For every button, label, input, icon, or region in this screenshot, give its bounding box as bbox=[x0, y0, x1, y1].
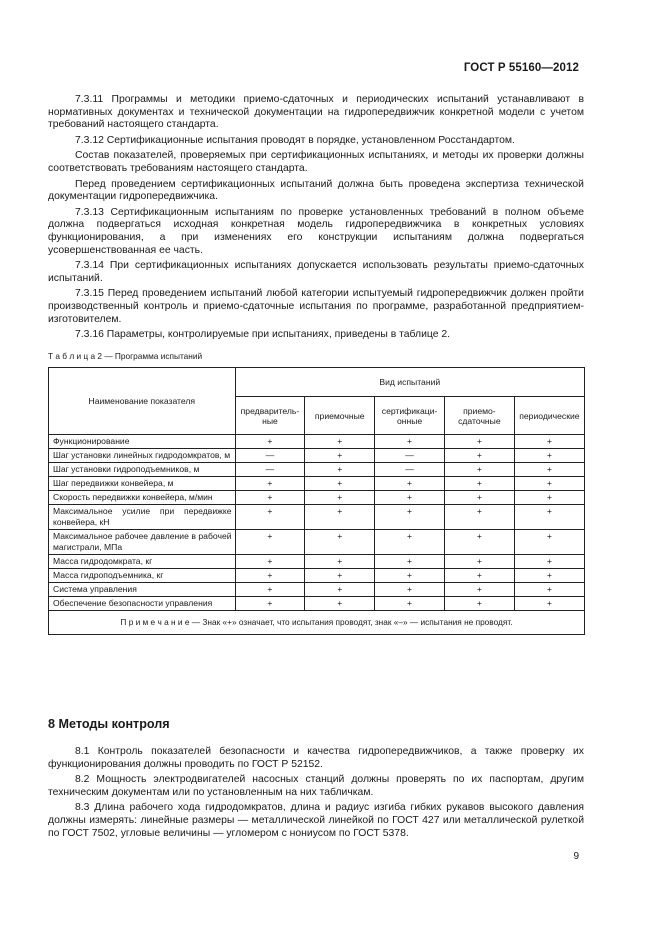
test-value-cell: + bbox=[444, 435, 514, 449]
test-value-cell: + bbox=[305, 597, 375, 611]
test-value-cell: + bbox=[305, 569, 375, 583]
column-header: приемо-сдаточные bbox=[444, 397, 514, 435]
test-value-cell: + bbox=[375, 530, 445, 555]
indicator-name-cell: Обеспечение безопасности управления bbox=[49, 597, 236, 611]
paragraph: 7.3.13 Сертификационным испытаниям по проверке установленных требований в полном объеме должна подвергаться исходная конкретная модель гидропередвижчика в конкретных условиях функционирования, а при изменениях его конструкции испытаниям должна подвергаться усовершенствованная ее часть. bbox=[48, 206, 584, 256]
test-value-cell: + bbox=[514, 463, 584, 477]
table-row bbox=[49, 491, 585, 505]
section-title: 8 Методы контроля bbox=[48, 717, 170, 731]
indicator-name-cell: Шаг установки линейных гидродомкратов, м bbox=[49, 449, 236, 463]
paragraph: Перед проведением сертификационных испытаний должна быть проведена экспертиза технической документации гидропередвижчика. bbox=[48, 178, 584, 203]
test-value-cell: — bbox=[235, 449, 305, 463]
table-row bbox=[49, 477, 585, 491]
test-value-cell: + bbox=[444, 555, 514, 569]
test-value-cell: + bbox=[305, 435, 375, 449]
test-value-cell: + bbox=[375, 555, 445, 569]
test-value-cell: + bbox=[235, 555, 305, 569]
test-value-cell: + bbox=[375, 569, 445, 583]
table-row bbox=[49, 569, 585, 583]
paragraph: 7.3.12 Сертификационные испытания проводят в порядке, установленном Росстандартом. bbox=[75, 134, 515, 146]
paragraph: 7.3.11 Программы и методики приемо-сдаточных и периодических испытаний устанавливают в нормативных документах и технической документации на гидропередвижчик конкретной модели с учетом требований настоящего стандарта. bbox=[48, 94, 584, 131]
test-value-cell: + bbox=[514, 569, 584, 583]
test-value-cell: + bbox=[444, 583, 514, 597]
test-value-cell: + bbox=[375, 435, 445, 449]
test-value-cell: + bbox=[514, 555, 584, 569]
table-row bbox=[49, 583, 585, 597]
test-value-cell: + bbox=[444, 463, 514, 477]
test-value-cell: + bbox=[305, 449, 375, 463]
indicator-name-cell: Масса гидроподъемника, кг bbox=[49, 569, 236, 583]
paragraph: 8.1 Контроль показателей безопасности и качества гидропередвижчиков, а также проверку их функционирования должны проводить по ГОСТ Р 52152. bbox=[48, 746, 584, 770]
test-value-cell: + bbox=[235, 435, 305, 449]
test-value-cell: + bbox=[444, 530, 514, 555]
table-row bbox=[49, 449, 585, 463]
test-value-cell: — bbox=[235, 463, 305, 477]
table-note: П р и м е ч а н и е — Знак «+» означает, что испытания проводят, знак «–» — испытания не проводят. bbox=[49, 611, 585, 635]
column-header: сертификаци-онные bbox=[375, 397, 445, 435]
test-value-cell: + bbox=[375, 505, 445, 530]
indicator-name-cell: Максимальное рабочее давление в рабочей магистрали, МПа bbox=[49, 530, 236, 555]
test-value-cell: + bbox=[444, 597, 514, 611]
test-value-cell: — bbox=[375, 449, 445, 463]
test-value-cell: + bbox=[444, 505, 514, 530]
paragraph: 8.2 Мощность электродвигателей насосных станций должны проверять по их паспортам, другим техническим документам или по установленным на них табличкам. bbox=[48, 774, 584, 798]
section-8-text bbox=[48, 746, 584, 843]
table-row bbox=[49, 555, 585, 569]
test-value-cell: + bbox=[375, 477, 445, 491]
column-header-indicator: Наименование показателя bbox=[49, 368, 236, 435]
test-value-cell: + bbox=[514, 435, 584, 449]
test-value-cell: — bbox=[375, 463, 445, 477]
test-value-cell: + bbox=[514, 477, 584, 491]
test-value-cell: + bbox=[514, 583, 584, 597]
table-row bbox=[49, 435, 585, 449]
paragraph: 7.3.15 Перед проведением испытаний любой категории испытуемый гидропередвижчик должен пройти производственный контроль и приемо-сдаточные испытания по программе, разработанной предприятием-изготовителем. bbox=[48, 288, 584, 325]
test-value-cell: + bbox=[305, 463, 375, 477]
paragraph: 7.3.16 Параметры, контролируемые при испытаниях, приведены в таблице 2. bbox=[75, 329, 451, 341]
test-value-cell: + bbox=[235, 583, 305, 597]
indicator-name-cell: Шаг передвижки конвейера, м bbox=[49, 477, 236, 491]
test-value-cell: + bbox=[375, 583, 445, 597]
paragraph: Состав показателей, проверяемых при сертификационных испытаниях, и методы их проверки должны соответствовать требованиям настоящего стандарта. bbox=[48, 150, 584, 174]
table-row bbox=[49, 530, 585, 555]
table-row bbox=[49, 463, 585, 477]
paragraph: 7.3.14 При сертификационных испытаниях допускается использовать результаты приемо-сдаточных испытаний. bbox=[48, 260, 584, 284]
test-value-cell: + bbox=[444, 491, 514, 505]
indicator-name-cell: Скорость передвижки конвейера, м/мин bbox=[49, 491, 236, 505]
test-value-cell: + bbox=[305, 530, 375, 555]
indicator-name-cell: Шаг установки гидроподъемников, м bbox=[49, 463, 236, 477]
test-value-cell: + bbox=[444, 449, 514, 463]
test-value-cell: + bbox=[305, 555, 375, 569]
table-row bbox=[49, 505, 585, 530]
test-value-cell: + bbox=[235, 569, 305, 583]
test-value-cell: + bbox=[235, 530, 305, 555]
table-row bbox=[49, 597, 585, 611]
test-value-cell: + bbox=[235, 477, 305, 491]
test-value-cell: + bbox=[305, 477, 375, 491]
indicator-name-cell: Максимальное усилие при передвижке конвейера, кН bbox=[49, 505, 236, 530]
test-value-cell: + bbox=[444, 569, 514, 583]
column-header: предваритель-ные bbox=[235, 397, 305, 435]
test-value-cell: + bbox=[514, 597, 584, 611]
test-value-cell: + bbox=[305, 583, 375, 597]
indicator-name-cell: Масса гидродомкрата, кг bbox=[49, 555, 236, 569]
clause-7-3-text bbox=[48, 94, 584, 345]
indicator-name-cell: Функционирование bbox=[49, 435, 236, 449]
test-value-cell: + bbox=[375, 597, 445, 611]
test-value-cell: + bbox=[305, 491, 375, 505]
test-value-cell: + bbox=[305, 505, 375, 530]
test-value-cell: + bbox=[235, 505, 305, 530]
indicator-name-cell: Система управления bbox=[49, 583, 236, 597]
test-value-cell: + bbox=[444, 477, 514, 491]
test-value-cell: + bbox=[514, 491, 584, 505]
column-header: приемочные bbox=[305, 397, 375, 435]
test-value-cell: + bbox=[514, 505, 584, 530]
standard-designation: ГОСТ Р 55160—2012 bbox=[463, 62, 579, 74]
page-number: 9 bbox=[573, 851, 579, 862]
test-program-table bbox=[48, 367, 585, 635]
table-caption: Т а б л и ц а 2 — Программа испытаний bbox=[48, 351, 203, 361]
test-value-cell: + bbox=[235, 597, 305, 611]
test-value-cell: + bbox=[235, 491, 305, 505]
column-header: периодические bbox=[514, 397, 584, 435]
test-value-cell: + bbox=[375, 491, 445, 505]
paragraph: 8.3 Длина рабочего хода гидродомкратов, длина и радиус изгиба гибких рукавов высокого давления должны измерять: линейные размеры — металлической линейкой по ГОСТ 427 или металлической рулеткой по ГОСТ 7502, угловые величины — угломером с нониусом по ГОСТ 5378. bbox=[48, 802, 584, 839]
column-group-header: Вид испытаний bbox=[235, 368, 584, 397]
test-value-cell: + bbox=[514, 530, 584, 555]
test-value-cell: + bbox=[514, 449, 584, 463]
